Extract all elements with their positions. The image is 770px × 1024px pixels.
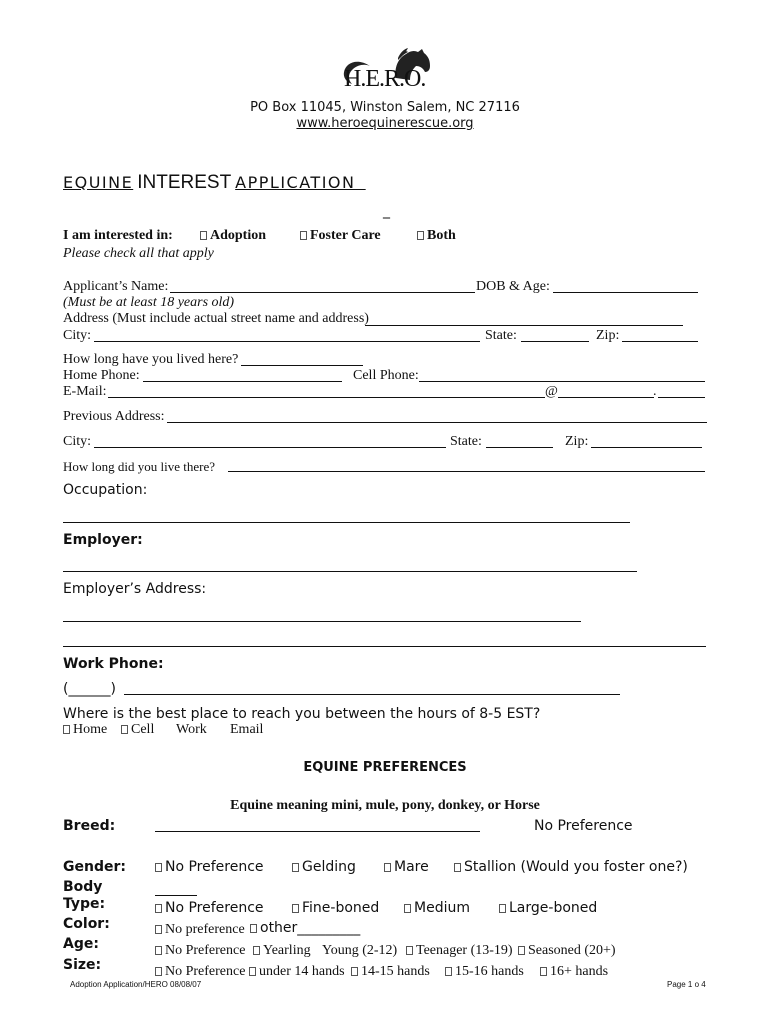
applicant-name-label: Applicant’s Name: — [63, 279, 169, 294]
body-fine-boned-checkbox[interactable] — [292, 900, 379, 916]
gender-mare-label: Mare — [394, 859, 429, 875]
body-label-2: Type: — [63, 896, 106, 912]
body-no-preference-checkbox[interactable] — [155, 900, 264, 916]
title-part-application: APPLICATION — [235, 173, 356, 192]
color-no-preference-label: No preference — [165, 922, 245, 937]
age-teenager-checkbox[interactable] — [406, 943, 513, 959]
dob-age-field[interactable] — [553, 292, 698, 293]
reach-work-option[interactable]: Work — [176, 722, 207, 737]
gender-stallion-label: Stallion (Would you foster one?) — [464, 859, 688, 875]
previous-city-field[interactable] — [94, 447, 446, 448]
checkbox-icon — [384, 863, 391, 872]
adoption-label: Adoption — [210, 228, 267, 243]
size-no-preference-label: No Preference — [165, 964, 246, 979]
age-seasoned-checkbox[interactable] — [518, 943, 616, 959]
lived-here-field[interactable] — [241, 365, 363, 366]
checkbox-icon — [351, 967, 358, 976]
employer-address-label: Employer’s Address: — [63, 581, 207, 597]
gender-mare-checkbox[interactable] — [384, 859, 429, 875]
lived-here-label: How long have you lived here? — [63, 352, 239, 367]
body-fine-boned-label: Fine-boned — [302, 900, 380, 916]
checkbox-icon — [417, 231, 424, 240]
reach-home-label: Home — [73, 722, 108, 737]
org-website-link[interactable]: www.heroequinerescue.org — [296, 116, 474, 131]
checkbox-icon — [155, 946, 162, 955]
checkbox-icon — [292, 904, 299, 913]
page-title — [63, 172, 366, 194]
size-16-plus-checkbox[interactable] — [540, 964, 608, 980]
body-large-boned-checkbox[interactable] — [499, 900, 597, 916]
body-label-1: Body — [63, 879, 103, 895]
preferences-heading: EQUINE PREFERENCES — [303, 760, 467, 775]
age-seasoned-label: Seasoned (20+) — [528, 943, 616, 958]
breed-no-preference[interactable]: No Preference — [534, 818, 633, 834]
zip-label: Zip: — [596, 328, 620, 343]
gender-label: Gender: — [63, 859, 126, 875]
logo — [336, 44, 436, 96]
work-phone-area-code[interactable]: (______) — [63, 681, 116, 697]
size-16-plus-label: 16+ hands — [550, 964, 609, 979]
state-field[interactable] — [521, 341, 589, 342]
reach-question: Where is the best place to reach you between the hours of 8-5 EST? — [63, 706, 541, 722]
size-15-16-label: 15-16 hands — [455, 964, 524, 979]
checkbox-icon — [292, 863, 299, 872]
previous-address-label: Previous Address: — [63, 409, 165, 424]
body-large-boned-label: Large-boned — [509, 900, 598, 916]
address-label: Address (Must include actual street name and address) — [63, 311, 369, 326]
previous-address-field[interactable] — [167, 422, 707, 423]
age-yearling-label: Yearling — [263, 943, 311, 958]
gender-gelding-label: Gelding — [302, 859, 356, 875]
dob-age-label: DOB & Age: — [476, 279, 550, 294]
previous-zip-label: Zip: — [565, 434, 589, 449]
email-tld-field[interactable] — [658, 397, 705, 398]
title-part-interest: INTEREST — [137, 172, 232, 193]
occupation-label: Occupation: — [63, 482, 148, 498]
occupation-field[interactable] — [63, 522, 630, 523]
gender-no-preference-label: No Preference — [165, 859, 264, 875]
employer-address-field-2[interactable] — [63, 646, 706, 647]
checkbox-icon — [404, 904, 411, 913]
checkbox-icon — [155, 967, 162, 976]
checkbox-icon — [249, 967, 256, 976]
home-phone-label: Home Phone: — [63, 368, 140, 383]
checkbox-icon — [454, 863, 461, 872]
age-no-preference-label: No Preference — [165, 943, 246, 958]
checkbox-icon — [155, 904, 162, 913]
state-label: State: — [485, 328, 517, 343]
body-no-preference-label: No Preference — [165, 900, 264, 916]
checkbox-icon — [155, 925, 162, 934]
zip-field[interactable] — [622, 341, 698, 342]
size-14-15-checkbox[interactable] — [351, 964, 430, 980]
reach-email-option[interactable]: Email — [230, 722, 264, 737]
preferences-subheading: Equine meaning mini, mule, pony, donkey, or Horse — [230, 798, 540, 813]
checkbox-icon — [63, 725, 70, 734]
reach-cell-checkbox[interactable] — [121, 722, 154, 738]
breed-label: Breed: — [63, 818, 116, 834]
city-field[interactable] — [94, 341, 480, 342]
foster-care-checkbox[interactable] — [300, 228, 381, 244]
size-15-16-checkbox[interactable] — [445, 964, 524, 980]
both-checkbox[interactable] — [417, 228, 456, 244]
cell-phone-label: Cell Phone: — [353, 368, 419, 383]
gender-gelding-checkbox[interactable] — [292, 859, 356, 875]
gender-stallion-checkbox[interactable] — [454, 859, 688, 875]
color-other-checkbox[interactable] — [250, 920, 360, 936]
age-yearling-checkbox[interactable] — [253, 943, 311, 959]
reach-cell-label: Cell — [131, 722, 155, 737]
reach-home-checkbox[interactable] — [63, 722, 107, 738]
footer-page-number: Page 1 o 4 — [667, 980, 706, 989]
color-no-preference-checkbox[interactable] — [155, 922, 245, 938]
cell-phone-field[interactable] — [419, 381, 705, 382]
previous-zip-field[interactable] — [591, 447, 702, 448]
employer-address-field-1[interactable] — [63, 621, 581, 622]
footer-form-id: Adoption Application/HERO 08/08/07 — [70, 980, 202, 989]
age-label: Age: — [63, 936, 99, 952]
city-label: City: — [63, 328, 92, 343]
breed-field[interactable] — [155, 831, 480, 832]
age-teenager-label: Teenager (13-19) — [416, 943, 513, 958]
gender-no-preference-checkbox[interactable] — [155, 859, 264, 875]
previous-city-label: City: — [63, 434, 92, 449]
body-medium-checkbox[interactable] — [404, 900, 470, 916]
employer-field[interactable] — [63, 571, 637, 572]
email-label: E-Mail: — [63, 384, 107, 399]
size-no-preference-checkbox[interactable] — [155, 964, 245, 980]
checkbox-icon — [200, 231, 207, 240]
foster-care-label: Foster Care — [310, 228, 381, 243]
org-address: PO Box 11045, Winston Salem, NC 27116 — [250, 100, 520, 115]
adoption-checkbox[interactable] — [200, 228, 266, 244]
age-no-preference-checkbox[interactable] — [155, 943, 245, 959]
checkbox-icon — [406, 946, 413, 955]
both-label: Both — [427, 228, 456, 243]
interest-label: I am interested in: — [63, 228, 173, 243]
previous-lived-label: How long did you live there? — [63, 459, 215, 474]
work-phone-field[interactable] — [124, 694, 620, 695]
checkbox-icon — [253, 946, 260, 955]
email-at: @ — [545, 384, 558, 399]
checkbox-icon — [300, 231, 307, 240]
checkbox-icon — [445, 967, 452, 976]
previous-lived-field[interactable] — [228, 471, 705, 472]
previous-state-field[interactable] — [486, 447, 553, 448]
color-other-label: other_________ — [260, 920, 361, 936]
checkbox-icon — [155, 863, 162, 872]
size-under-14-checkbox[interactable] — [249, 964, 345, 980]
interest-note: Please check all that apply — [63, 246, 214, 261]
checkbox-icon — [540, 967, 547, 976]
checkbox-icon — [250, 924, 257, 933]
work-phone-label: Work Phone: — [63, 656, 164, 672]
title-part-equine: EQUINE — [63, 173, 134, 192]
age-note: (Must be at least 18 years old) — [63, 295, 235, 310]
previous-state-label: State: — [450, 434, 482, 449]
home-phone-field[interactable] — [143, 381, 342, 382]
size-14-15-label: 14-15 hands — [361, 964, 430, 979]
checkbox-icon — [121, 725, 128, 734]
checkbox-icon — [499, 904, 506, 913]
checkbox-icon — [518, 946, 525, 955]
size-label: Size: — [63, 957, 102, 973]
email-dot: . — [653, 384, 657, 399]
applicant-name-field[interactable] — [170, 292, 475, 293]
logo-text: H.E.R.O. — [344, 66, 426, 92]
email-user-field[interactable] — [108, 397, 545, 398]
employer-label: Employer: — [63, 532, 143, 548]
body-medium-label: Medium — [414, 900, 470, 916]
size-under-14-label: under 14 hands — [259, 964, 345, 979]
age-young-option[interactable]: Young (2-12) — [322, 943, 398, 958]
color-label: Color: — [63, 916, 110, 932]
address-field[interactable] — [365, 325, 683, 326]
email-domain-field[interactable] — [558, 397, 654, 398]
body-blank-field[interactable] — [155, 895, 197, 896]
title-dash: _ — [383, 203, 390, 219]
